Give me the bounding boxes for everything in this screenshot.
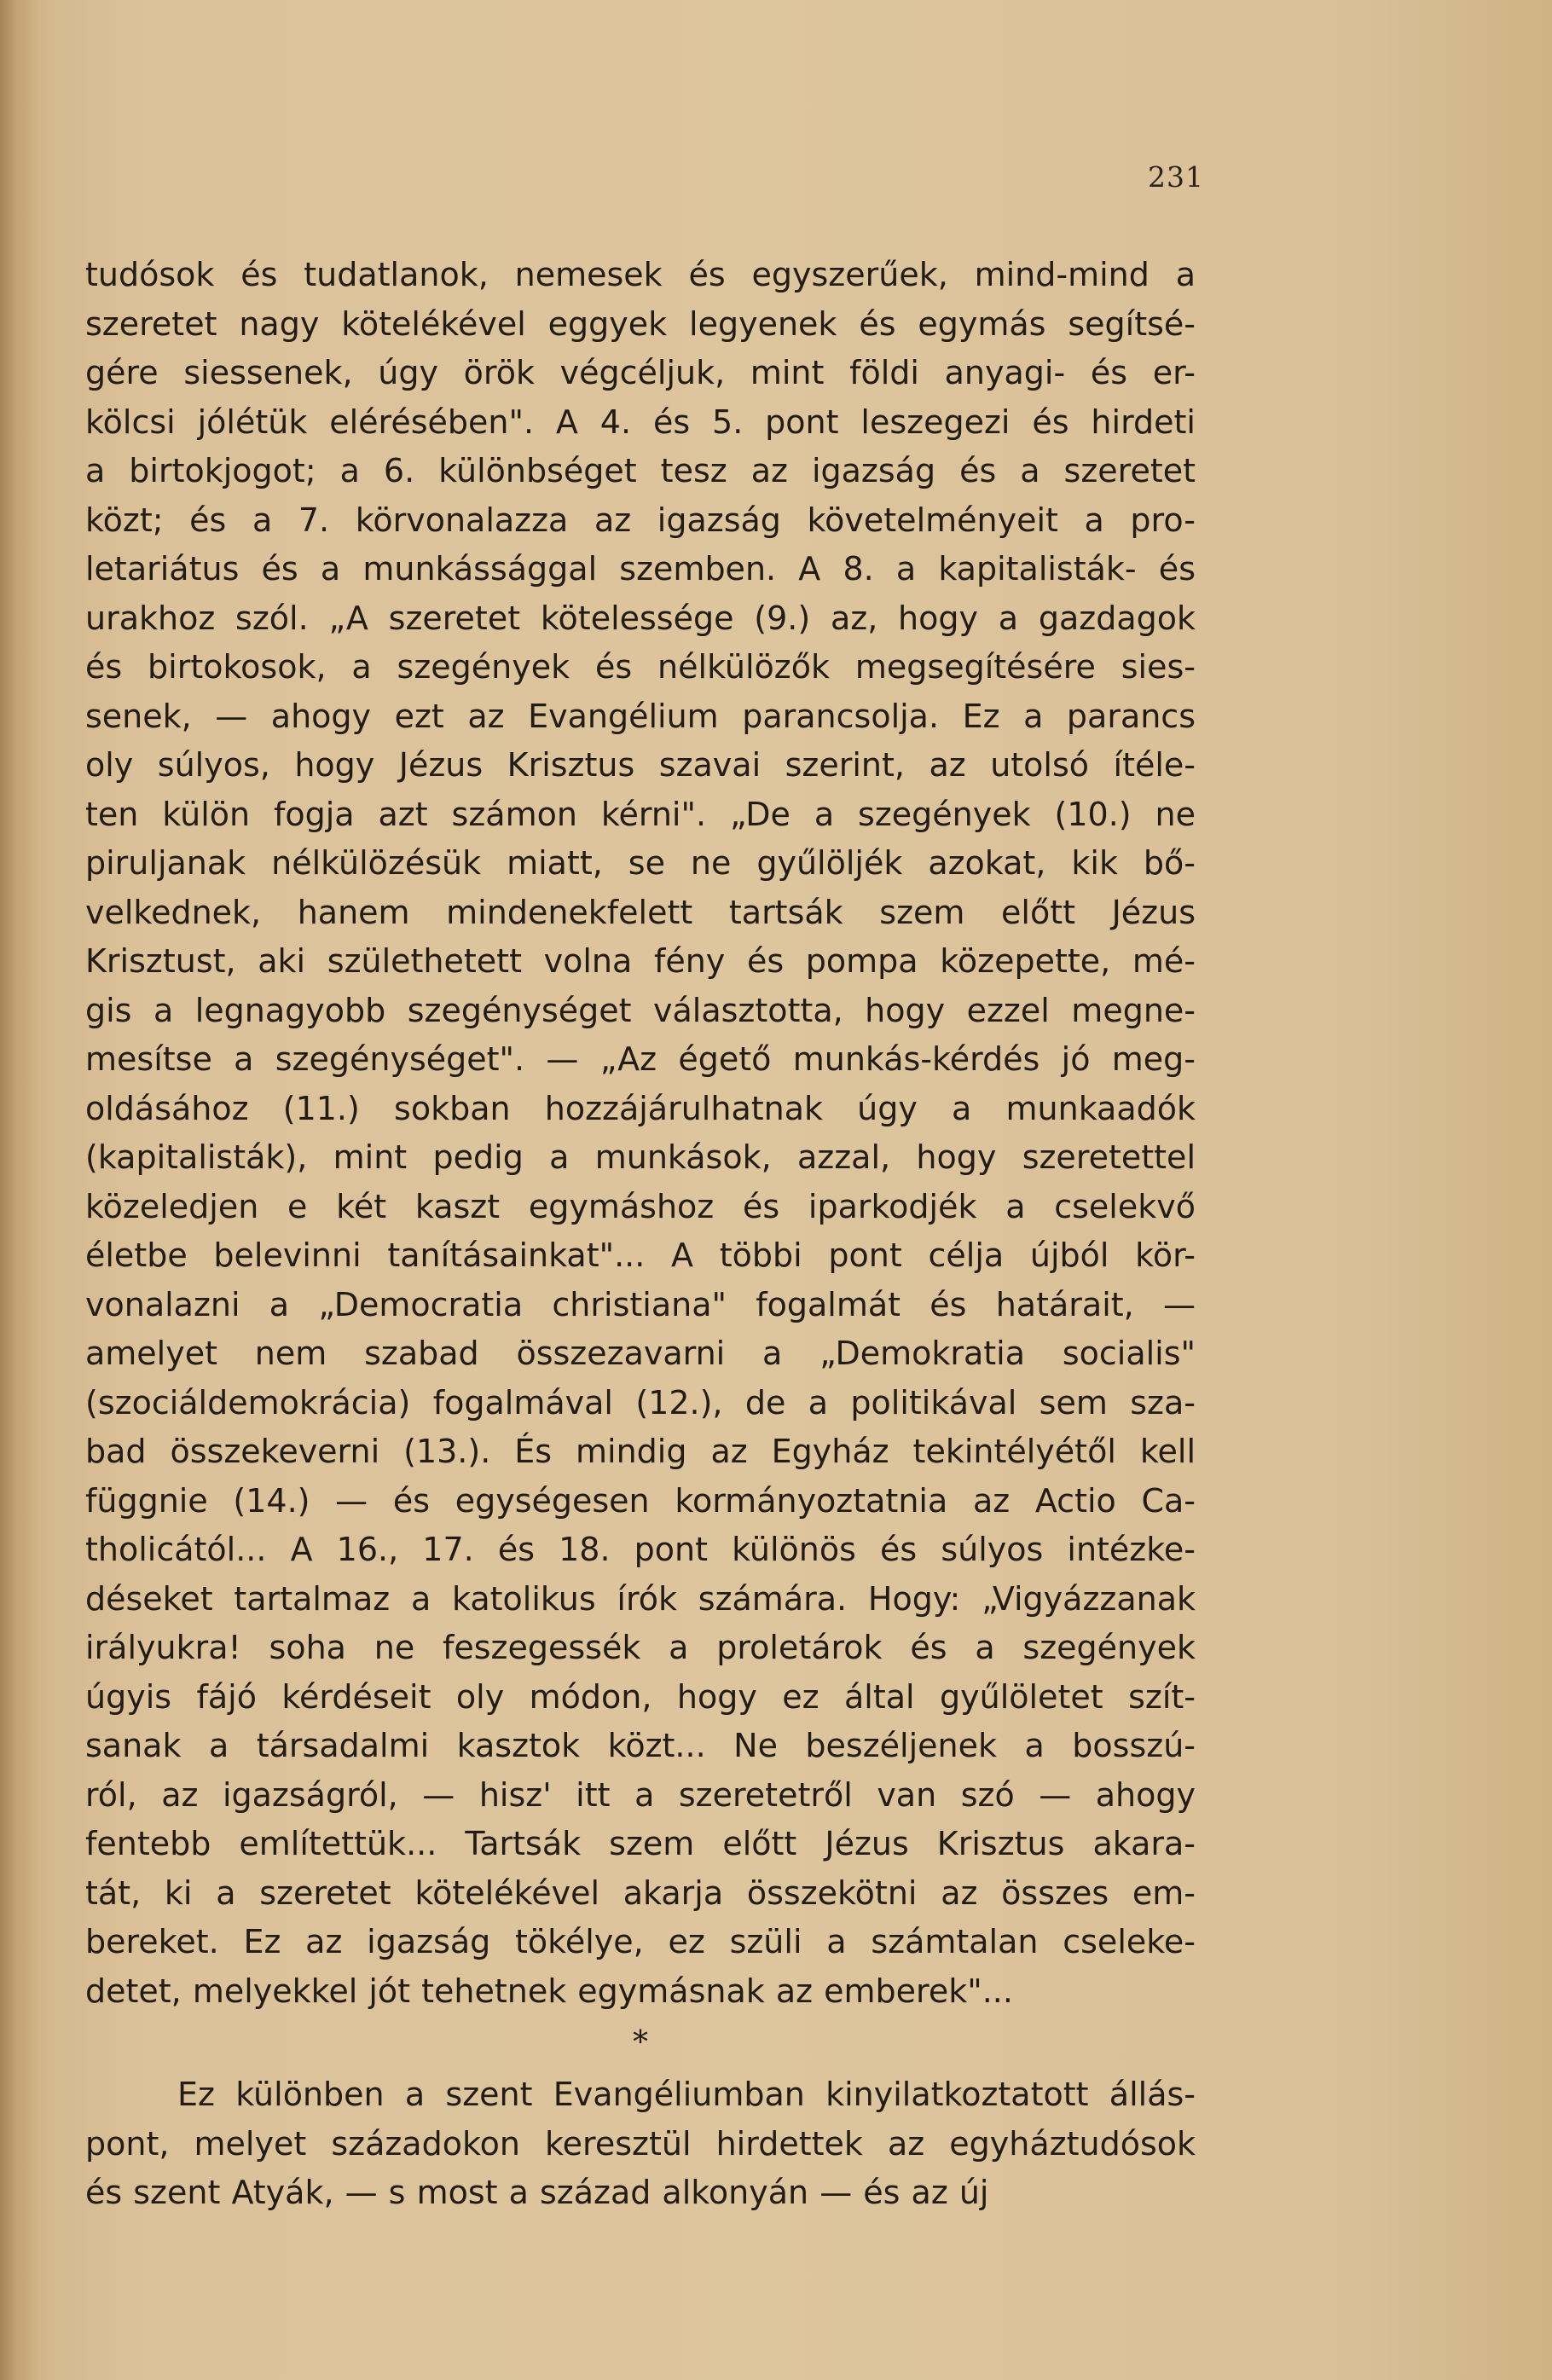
text-line: tholicától... A 16., 17. és 18. pont különös és súlyos intézke- [85,1531,1196,1568]
text-line: bereket. Ez az igazság tökélye, ez szüli a számtalan cseleke- [85,1923,1196,1960]
text-line: detet, melyekkel jót tehetnek egymásnak az emberek"... [85,1972,1013,2010]
text-line: gis a legnagyobb szegénységet választotta, hogy ezzel megne- [85,991,1196,1029]
text-line: életbe belevinni tanításainkat"... A többi pont célja újból kör- [85,1236,1196,1274]
page-number: 231 [1148,160,1204,194]
text-line: (kapitalisták), mint pedig a munkások, azzal, hogy szeretettel [85,1138,1196,1176]
text-line: közeledjen e két kaszt egymáshoz és iparkodjék a cselekvő [85,1187,1196,1225]
page-spine-shadow [0,0,39,2380]
text-line: Krisztust, aki születhetett volna fény és pompa közepette, mé- [85,942,1196,980]
text-line: és birtokosok, a szegények és nélkülözők megsegítésére sies- [85,648,1196,686]
text-line: vonalazni a „Democratia christiana" fogalmát és határait, — [85,1285,1196,1323]
text-line: gére siessenek, úgy örök végcéljuk, mint földi anyagi- és er- [85,354,1196,391]
text-line: úgyis fájó kérdéseit oly módon, hogy ez által gyűlöletet szít- [85,1677,1196,1716]
text-line: déseket tartalmaz a katolikus írók számára. Hogy: „Vigyázzanak [85,1579,1196,1618]
text-line: amelyet nem szabad összezavarni a „Demokratia socialis" [85,1335,1196,1372]
text-line: Ez különben a szent Evangéliumban kinyilatkoztatott állás- [177,2076,1196,2113]
paragraph-1 [85,251,1196,2016]
text-line: fentebb említettük... Tartsák szem előtt Jézus Krisztus akara- [85,1825,1196,1862]
text-line: függnie (14.) — és egységesen kormányoztatnia az Actio Ca- [85,1481,1196,1520]
text-line: ról, az igazságról, — hisz' itt a szeretetről van szó — ahogy [85,1775,1196,1814]
text-line: szeretet nagy kötelékével eggyek legyenek és egymás segítsé- [85,304,1196,343]
text-line: a birtokjogot; a 6. különbséget tesz az igazság és a szeretet [85,452,1196,489]
text-line: letariátus és a munkássággal szemben. A 8. a kapitalisták- és [85,550,1196,588]
text-line: senek, — ahogy ezt az Evangélium parancsolja. Ez a parancs [85,697,1196,735]
text-line: tudósok és tudatlanok, nemesek és egyszerűek, mind-mind a [85,256,1196,293]
section-separator: * [633,2025,648,2060]
text-line: velkednek, hanem mindenekfelett tartsák szem előtt Jézus [85,893,1196,931]
paragraph-2 [85,2070,1196,2218]
body-text [85,251,1196,2218]
text-line: urakhoz szól. „A szeretet kötelessége (9.) az, hogy a gazdagok [85,599,1196,637]
text-line: pont, melyet századokon keresztül hirdettek az egyháztudósok [85,2124,1196,2163]
text-line: piruljanak nélkülözésük miatt, se ne gyűlöljék azokat, kik bő- [85,844,1196,882]
text-line: és szent Atyák, — s most a század alkonyán — és az új [85,2174,989,2211]
text-line: mesítse a szegénységet". — „Az égető munkás-kérdés jó meg- [85,1040,1196,1078]
text-line: kölcsi jólétük elérésében". A 4. és 5. pont leszegezi és hirdeti [85,402,1196,441]
text-line: oldásához (11.) sokban hozzájárulhatnak úgy a munkaadók [85,1089,1196,1127]
text-line: közt; és a 7. körvonalazza az igazság követelményeit a pro- [85,501,1196,539]
text-line: oly súlyos, hogy Jézus Krisztus szavai szerint, az utolsó ítéle- [85,746,1196,784]
text-line: (szociáldemokrácia) fogalmával (12.), de a politikával sem sza- [85,1383,1196,1422]
text-line: bad összekeverni (13.). És mindig az Egyház tekintélyétől kell [85,1433,1196,1470]
text-line: tát, ki a szeretet kötelékével akarja összekötni az összes em- [85,1873,1196,1912]
text-line: sanak a társadalmi kasztok közt... Ne beszéljenek a bosszú- [85,1727,1196,1764]
text-line: irályukra! soha ne feszegessék a proletárok és a szegények [85,1629,1196,1666]
text-line: ten külön fogja azt számon kérni". „De a szegények (10.) ne [85,795,1196,833]
